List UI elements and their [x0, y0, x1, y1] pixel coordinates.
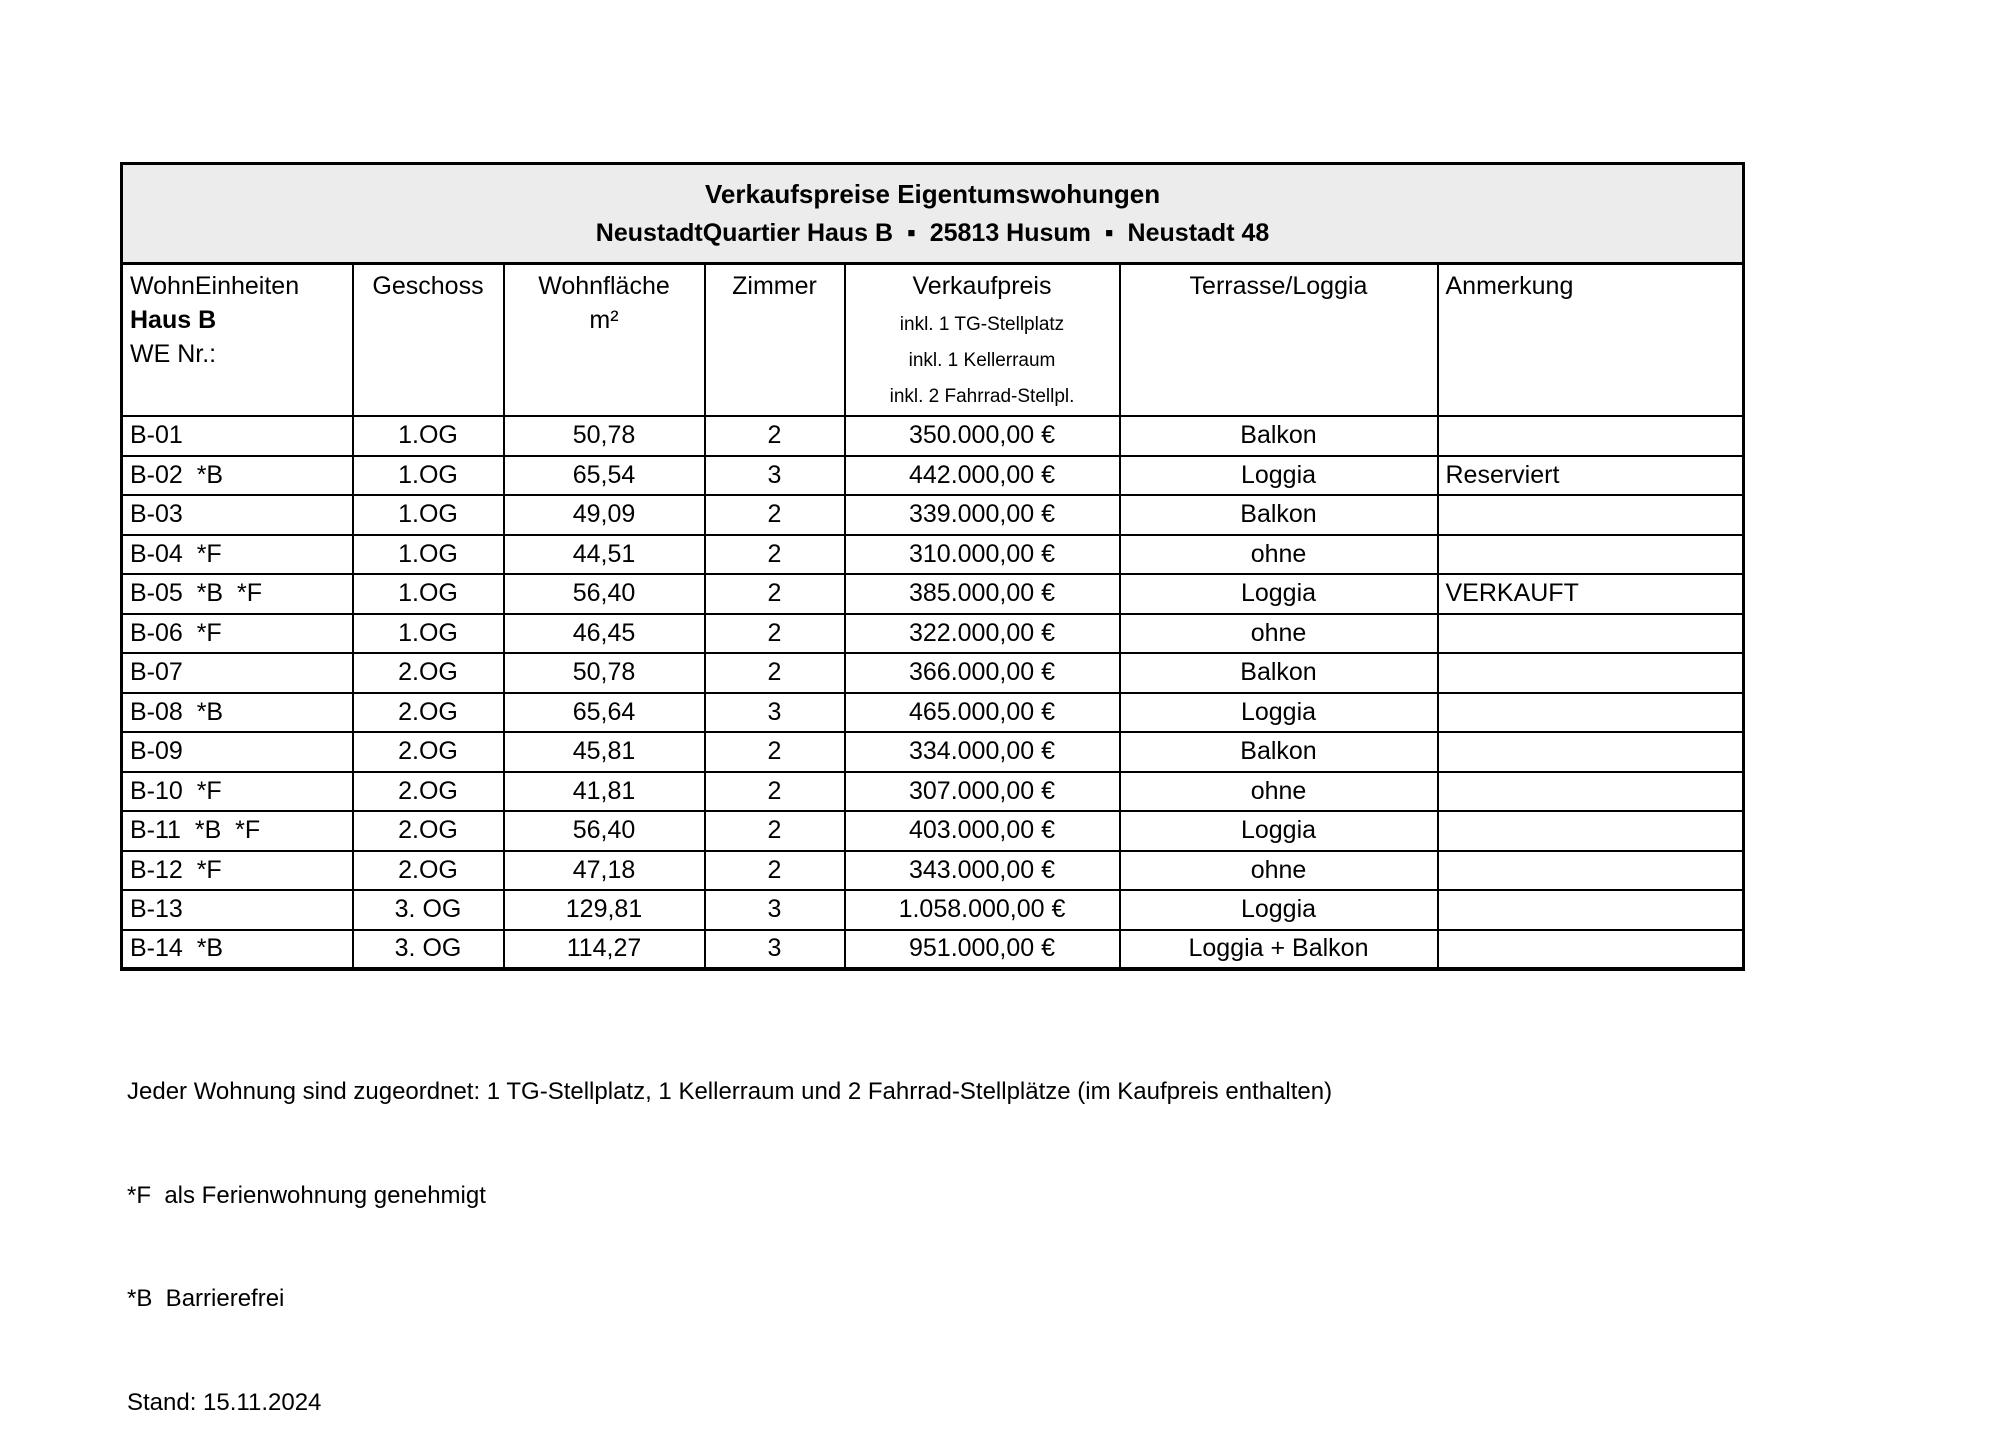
- cell-terrasse-loggia: ohne: [1120, 614, 1438, 654]
- cell-wohnflaeche: 114,27: [504, 930, 705, 970]
- table-row: [122, 811, 1744, 851]
- table-title: Verkaufspreise Eigentumswohungen: [122, 164, 1744, 214]
- cell-anmerkung: [1438, 811, 1744, 851]
- cell-zimmer: 2: [705, 732, 845, 772]
- cell-zimmer: 2: [705, 614, 845, 654]
- cell-terrasse-loggia: Loggia: [1120, 574, 1438, 614]
- cell-verkaufpreis: 350.000,00 €: [845, 416, 1120, 456]
- cell-we-nr: B-06 *F: [122, 614, 353, 654]
- cell-we-nr: B-04 *F: [122, 535, 353, 575]
- table-row: [122, 574, 1744, 614]
- cell-anmerkung: [1438, 495, 1744, 535]
- table-row: [122, 890, 1744, 930]
- cell-wohnflaeche: 49,09: [504, 495, 705, 535]
- cell-anmerkung: [1438, 416, 1744, 456]
- cell-we-nr: B-05 *B *F: [122, 574, 353, 614]
- cell-we-nr: B-09: [122, 732, 353, 772]
- cell-anmerkung: [1438, 614, 1744, 654]
- price-table: [120, 162, 1745, 971]
- cell-wohnflaeche: 56,40: [504, 574, 705, 614]
- table-header-row: [122, 264, 1744, 417]
- cell-we-nr: B-12 *F: [122, 851, 353, 891]
- cell-anmerkung: [1438, 693, 1744, 733]
- cell-geschoss: 2.OG: [353, 811, 504, 851]
- cell-we-nr: B-14 *B: [122, 930, 353, 970]
- table-row: [122, 416, 1744, 456]
- cell-we-nr: B-08 *B: [122, 693, 353, 733]
- cell-anmerkung: [1438, 535, 1744, 575]
- cell-geschoss: 1.OG: [353, 416, 504, 456]
- cell-verkaufpreis: 385.000,00 €: [845, 574, 1120, 614]
- note-zuordnung: Jeder Wohnung sind zugeordnet: 1 TG-Stellplatz, 1 Kellerraum und 2 Fahrrad-Stellplätze (im Kaufpreis enthalten): [127, 1078, 1333, 1105]
- header-terrasse-loggia: Terrasse/Loggia: [1120, 264, 1438, 417]
- cell-verkaufpreis: 951.000,00 €: [845, 930, 1120, 970]
- header-m2-label: m²: [589, 306, 619, 334]
- cell-terrasse-loggia: Balkon: [1120, 732, 1438, 772]
- cell-zimmer: 2: [705, 495, 845, 535]
- header-we-nr: WE Nr.:: [130, 340, 217, 368]
- cell-zimmer: 3: [705, 930, 845, 970]
- cell-we-nr: B-10 *F: [122, 772, 353, 812]
- cell-geschoss: 2.OG: [353, 693, 504, 733]
- cell-wohnflaeche: 46,45: [504, 614, 705, 654]
- table-row: [122, 930, 1744, 970]
- cell-we-nr: B-03: [122, 495, 353, 535]
- note-barrierefrei: *B Barrierefrei: [127, 1285, 285, 1312]
- cell-terrasse-loggia: Balkon: [1120, 416, 1438, 456]
- cell-verkaufpreis: 465.000,00 €: [845, 693, 1120, 733]
- cell-verkaufpreis: 322.000,00 €: [845, 614, 1120, 654]
- cell-terrasse-loggia: Loggia: [1120, 456, 1438, 496]
- note-ferienwohnung: *F als Ferienwohnung genehmigt: [127, 1181, 486, 1209]
- cell-zimmer: 3: [705, 890, 845, 930]
- cell-geschoss: 1.OG: [353, 456, 504, 496]
- table-row: [122, 693, 1744, 733]
- cell-wohnflaeche: 44,51: [504, 535, 705, 575]
- table-title-row: [122, 164, 1744, 214]
- cell-we-nr: B-01: [122, 416, 353, 456]
- header-anmerkung: Anmerkung: [1438, 264, 1744, 417]
- cell-anmerkung: [1438, 772, 1744, 812]
- cell-verkaufpreis: 403.000,00 €: [845, 811, 1120, 851]
- cell-terrasse-loggia: ohne: [1120, 851, 1438, 891]
- cell-terrasse-loggia: Balkon: [1120, 495, 1438, 535]
- table-row: [122, 772, 1744, 812]
- cell-verkaufpreis: 307.000,00 €: [845, 772, 1120, 812]
- header-verkaufpreis-inkl: [846, 307, 1119, 415]
- cell-wohnflaeche: 129,81: [504, 890, 705, 930]
- cell-anmerkung: [1438, 732, 1744, 772]
- cell-terrasse-loggia: ohne: [1120, 535, 1438, 575]
- cell-verkaufpreis: 1.058.000,00 €: [845, 890, 1120, 930]
- table-subtitle-row: [122, 214, 1744, 264]
- cell-we-nr: B-13: [122, 890, 353, 930]
- cell-anmerkung: [1438, 890, 1744, 930]
- cell-geschoss: 2.OG: [353, 772, 504, 812]
- table-row: [122, 732, 1744, 772]
- cell-wohnflaeche: 50,78: [504, 653, 705, 693]
- header-inkl-kellerraum: inkl. 1 Kellerraum: [908, 350, 1056, 371]
- cell-geschoss: 2.OG: [353, 732, 504, 772]
- cell-zimmer: 2: [705, 574, 845, 614]
- cell-zimmer: 2: [705, 772, 845, 812]
- cell-geschoss: 2.OG: [353, 851, 504, 891]
- cell-zimmer: 3: [705, 456, 845, 496]
- cell-verkaufpreis: 366.000,00 €: [845, 653, 1120, 693]
- header-wohneinheiten: [122, 264, 353, 417]
- header-wohneinheiten-line1: WohnEinheiten: [130, 272, 300, 300]
- cell-verkaufpreis: 310.000,00 €: [845, 535, 1120, 575]
- cell-anmerkung: [1438, 653, 1744, 693]
- cell-zimmer: 2: [705, 811, 845, 851]
- cell-we-nr: B-11 *B *F: [122, 811, 353, 851]
- cell-zimmer: 2: [705, 851, 845, 891]
- table-row: [122, 653, 1744, 693]
- header-inkl-tg-stellplatz: inkl. 1 TG-Stellplatz: [899, 314, 1065, 335]
- table-row: [122, 851, 1744, 891]
- header-inkl-fahrrad-stellpl: inkl. 2 Fahrrad-Stellpl.: [889, 386, 1075, 407]
- note-stand: Stand: 15.11.2024: [127, 1388, 322, 1416]
- header-wohnflaeche: [504, 264, 705, 417]
- cell-wohnflaeche: 50,78: [504, 416, 705, 456]
- cell-terrasse-loggia: Loggia: [1120, 890, 1438, 930]
- cell-zimmer: 3: [705, 693, 845, 733]
- header-zimmer: Zimmer: [705, 264, 845, 417]
- cell-terrasse-loggia: ohne: [1120, 772, 1438, 812]
- cell-we-nr: B-07: [122, 653, 353, 693]
- cell-verkaufpreis: 334.000,00 €: [845, 732, 1120, 772]
- header-geschoss: Geschoss: [353, 264, 504, 417]
- cell-anmerkung: VERKAUFT: [1438, 574, 1744, 614]
- cell-geschoss: 3. OG: [353, 890, 504, 930]
- cell-anmerkung: [1438, 930, 1744, 970]
- cell-terrasse-loggia: Balkon: [1120, 653, 1438, 693]
- cell-geschoss: 1.OG: [353, 495, 504, 535]
- cell-terrasse-loggia: Loggia: [1120, 693, 1438, 733]
- cell-zimmer: 2: [705, 535, 845, 575]
- cell-anmerkung: Reserviert: [1438, 456, 1744, 496]
- cell-verkaufpreis: 343.000,00 €: [845, 851, 1120, 891]
- header-haus-b: Haus B: [130, 306, 217, 334]
- cell-verkaufpreis: 339.000,00 €: [845, 495, 1120, 535]
- header-wohnflaeche-label: Wohnfläche: [538, 272, 670, 300]
- header-verkaufpreis-label: Verkaufpreis: [912, 272, 1052, 300]
- cell-geschoss: 1.OG: [353, 574, 504, 614]
- cell-we-nr: B-02 *B: [122, 456, 353, 496]
- cell-zimmer: 2: [705, 416, 845, 456]
- cell-wohnflaeche: 56,40: [504, 811, 705, 851]
- table-row: [122, 614, 1744, 654]
- cell-geschoss: 3. OG: [353, 930, 504, 970]
- cell-geschoss: 2.OG: [353, 653, 504, 693]
- cell-zimmer: 2: [705, 653, 845, 693]
- cell-wohnflaeche: 45,81: [504, 732, 705, 772]
- cell-wohnflaeche: 65,64: [504, 693, 705, 733]
- cell-wohnflaeche: 47,18: [504, 851, 705, 891]
- cell-terrasse-loggia: Loggia + Balkon: [1120, 930, 1438, 970]
- table-row: [122, 495, 1744, 535]
- cell-anmerkung: [1438, 851, 1744, 891]
- cell-terrasse-loggia: Loggia: [1120, 811, 1438, 851]
- cell-wohnflaeche: 41,81: [504, 772, 705, 812]
- cell-geschoss: 1.OG: [353, 535, 504, 575]
- cell-verkaufpreis: 442.000,00 €: [845, 456, 1120, 496]
- footer-notes: [127, 1006, 1332, 1455]
- header-verkaufpreis: [845, 264, 1120, 417]
- cell-wohnflaeche: 65,54: [504, 456, 705, 496]
- cell-geschoss: 1.OG: [353, 614, 504, 654]
- table-subtitle: NeustadtQuartier Haus B ▪ 25813 Husum ▪ Neustadt 48: [122, 214, 1744, 264]
- table-row: [122, 535, 1744, 575]
- table-row: [122, 456, 1744, 496]
